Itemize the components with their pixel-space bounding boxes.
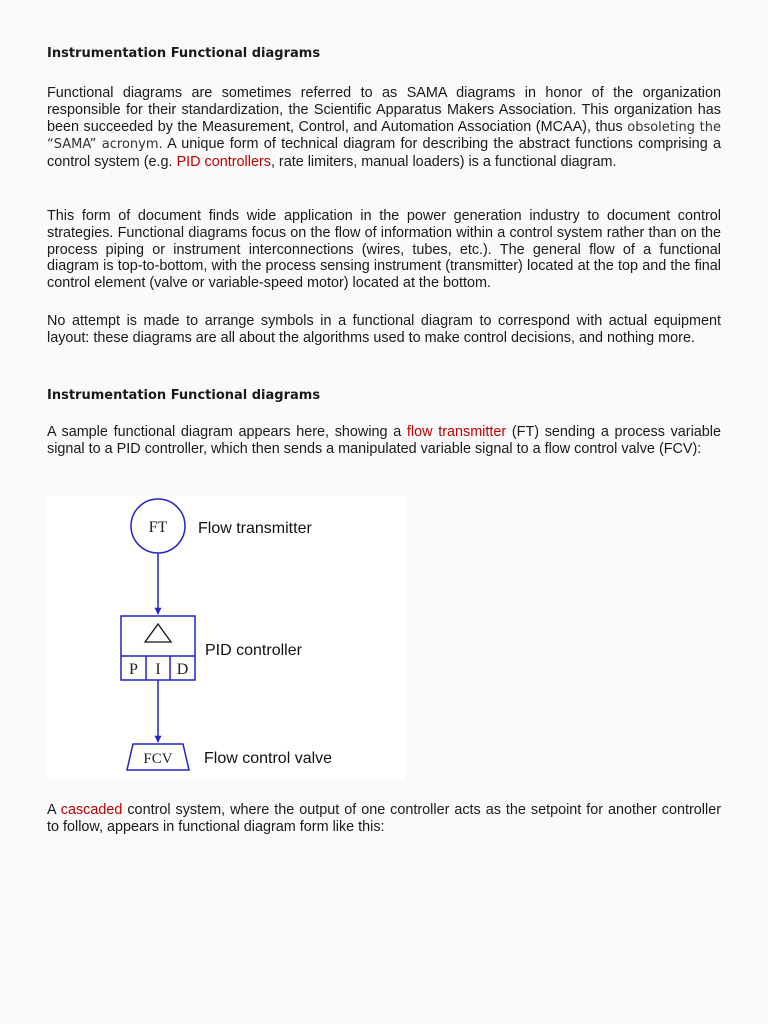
paragraph-power-generation: This form of document finds wide application in the power generation industry to document control strategies. Functional diagrams focus on the flow of information within a control system rather than on the process piping or instrument interconnections (wires, tubes, etc.). The general flow of a functional diagram is top-to-bottom, with the process sensing instrument (transmitter) located at the top and the final control element (valve or variable-speed motor) located at the bottom.	[47, 208, 721, 292]
pid-i-text: I	[155, 661, 161, 678]
paragraph-text: A	[47, 802, 61, 818]
paragraph-text: A unique form of technical diagram for describing the abstract functions comprising a control system (e.g.	[47, 136, 721, 171]
paragraph-sample-diagram	[47, 424, 721, 458]
ft-symbol-text: FT	[148, 519, 168, 536]
section-heading-1: Instrumentation Functional diagrams	[47, 46, 321, 61]
pid-label: PID controller	[205, 642, 302, 659]
paragraph-text-obsoleting: obsoleting the “SAMA” acronym.	[47, 119, 721, 153]
paragraph-text: control system, where the output of one controller acts as the setpoint for another controller to follow, appears in functional diagram form like this:	[47, 802, 721, 835]
fcv-symbol-text: FCV	[143, 751, 173, 767]
paragraph-text: Functional diagrams are sometimes referred to as SAMA diagrams in honor of the organization responsible for their standardization, the Scientific Apparatus Makers Association. This organization has been succeeded by the Measurement, Control, and Automation Association (MCAA), thus	[47, 85, 721, 135]
flow-transmitter-link[interactable]: flow transmitter	[406, 424, 507, 440]
paragraph-no-attempt: No attempt is made to arrange symbols in a functional diagram to correspond with actual equipment layout: these diagrams are all about the algorithms used to make control decisions, and nothing more.	[47, 313, 721, 346]
pid-d-text: D	[176, 661, 189, 678]
paragraph-cascaded	[47, 802, 721, 836]
paragraph-sama-intro	[47, 85, 721, 171]
ft-label: Flow transmitter	[198, 520, 312, 537]
paragraph-text: A sample functional diagram appears here, showing a	[47, 424, 407, 440]
paragraph-text: (FT) sending a process variable signal to a PID controller, which then sends a manipulated variable signal to a flow control valve (FCV):	[47, 424, 721, 457]
functional-diagram-svg	[47, 496, 405, 780]
cascaded-link[interactable]: cascaded	[60, 802, 123, 818]
paragraph-text: , rate limiters, manual loaders) is a functional diagram.	[270, 154, 617, 171]
section-heading-2: Instrumentation Functional diagrams	[47, 388, 321, 403]
delta-triangle-icon	[145, 624, 171, 642]
functional-diagram-figure	[47, 496, 405, 780]
pid-p-text: P	[129, 661, 138, 678]
fcv-label: Flow control valve	[204, 750, 333, 767]
pid-controllers-link[interactable]: PID controllers	[176, 154, 271, 171]
